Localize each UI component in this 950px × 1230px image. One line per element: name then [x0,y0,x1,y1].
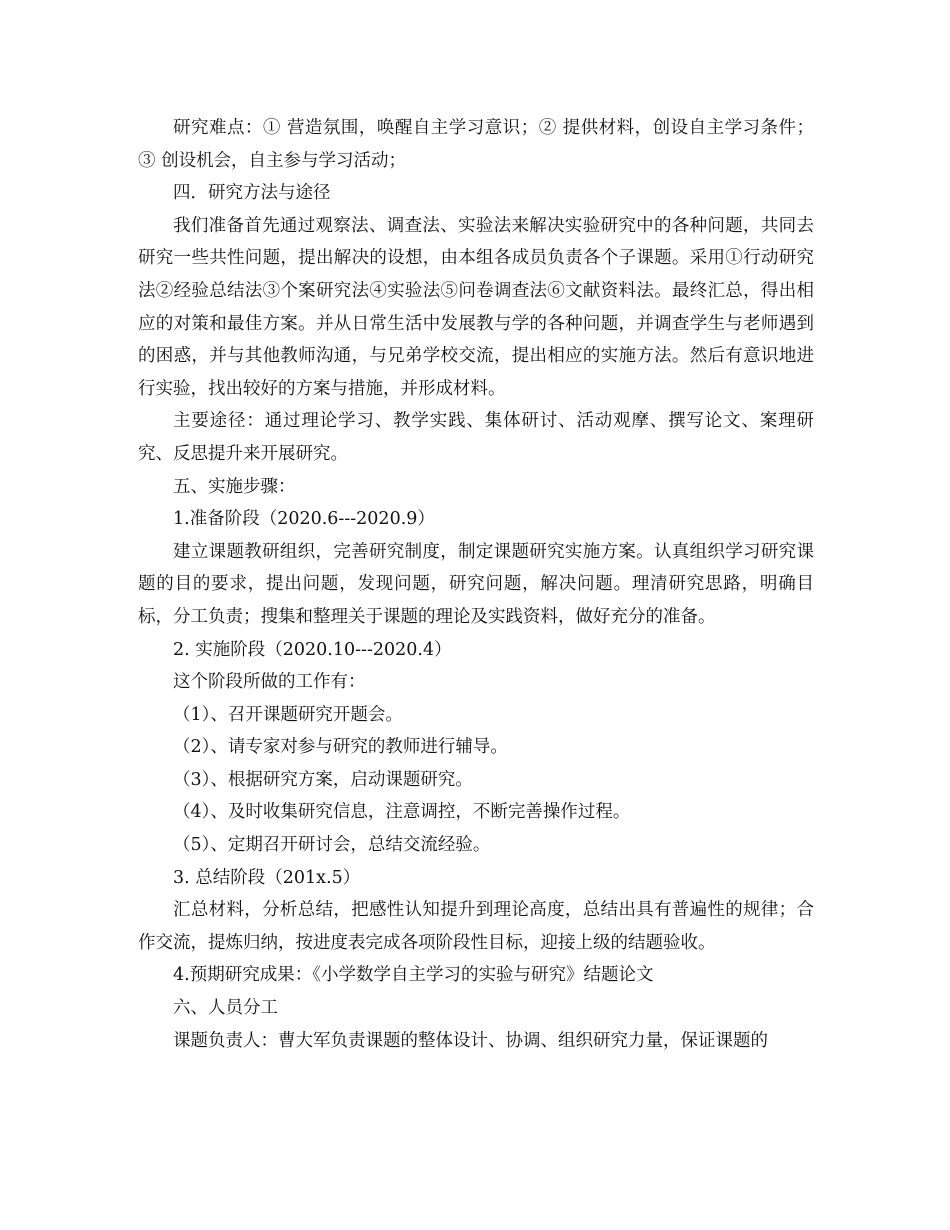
paragraph-summary: 汇总材料，分析总结，把感性认知提升到理论高度，总结出具有普遍性的规律；合作交流，提炼归纳，按进度表完成各项阶段性目标，迎接上级的结题验收。 [138,900,814,953]
list-item-1: （1）、召开课题研究开题会。 [173,704,403,725]
paragraph-research-difficulties: 研究难点：① 营造氛围，唤醒自主学习意识；② 提供材料，创设自主学习条件；③ 创设机会，自主参与学习活动； [138,118,814,171]
heading-summary-stage: 3. 总结阶段（201x.5） [173,867,361,888]
list-item-5: （5）、定期召开研讨会，总结交流经验。 [173,835,491,856]
paragraph-preparation: 建立课题教研组织，完善研究制度，制定课题研究实施方案。认真组织学习研究课题的目的要求，提出问题，发现问题，研究问题，解决问题。理清研究思路，明确目标，分工负责；搜集和整理关于课题的理论及实践资料，做好充分的准备。 [138,541,814,627]
heading-expected-results: 4.预期研究成果：《小学数学自主学习的实验与研究》结题论文 [173,965,654,986]
paragraph-stage-work-intro: 这个阶段所做的工作有： [173,672,366,693]
heading-implementation-steps: 五、实施步骤： [173,476,296,497]
heading-research-methods: 四．研究方法与途径 [173,183,331,204]
paragraph-project-leader: 课题负责人：曹大军负责课题的整体设计、协调、组织研究力量，保证课题的 [173,1030,768,1051]
paragraph-methods: 我们准备首先通过观察法、调查法、实验法来解决实验研究中的各种问题，共同去研究一些共性问题，提出解决的设想，由本组各成员负责各个子课题。采用①行动研究法②经验总结法③个案研究法④实验法⑤问卷调查法⑥文献资料法。最终汇总，得出相应的对策和最佳方案。并从日常生活中发展教与学的各种问题，并调查学生与老师遇到的困惑，并与其他教师沟通，与兄弟学校交流，提出相应的实施方法。然后有意识地进行实验，找出较好的方案与措施，并形成材料。 [138,215,814,399]
heading-implementation-stage: 2. 实施阶段（2020.10---2020.4） [173,639,452,660]
paragraph-main-approach: 主要途径：通过理论学习、教学实践、集体研讨、活动观摩、撰写论文、案理研究、反思提升来开展研究。 [138,411,814,464]
list-item-4: （4）、及时收集研究信息，注意调控，不断完善操作过程。 [173,802,631,823]
list-item-2: （2）、请专家对参与研究的教师进行辅导。 [173,737,508,758]
heading-preparation-stage: 1.准备阶段（2020.6---2020.9） [173,509,435,530]
document-page [138,112,814,1057]
heading-staff-division: 六、人员分工 [173,998,278,1019]
list-item-3: （3）、根据研究方案，启动课题研究。 [173,769,473,790]
